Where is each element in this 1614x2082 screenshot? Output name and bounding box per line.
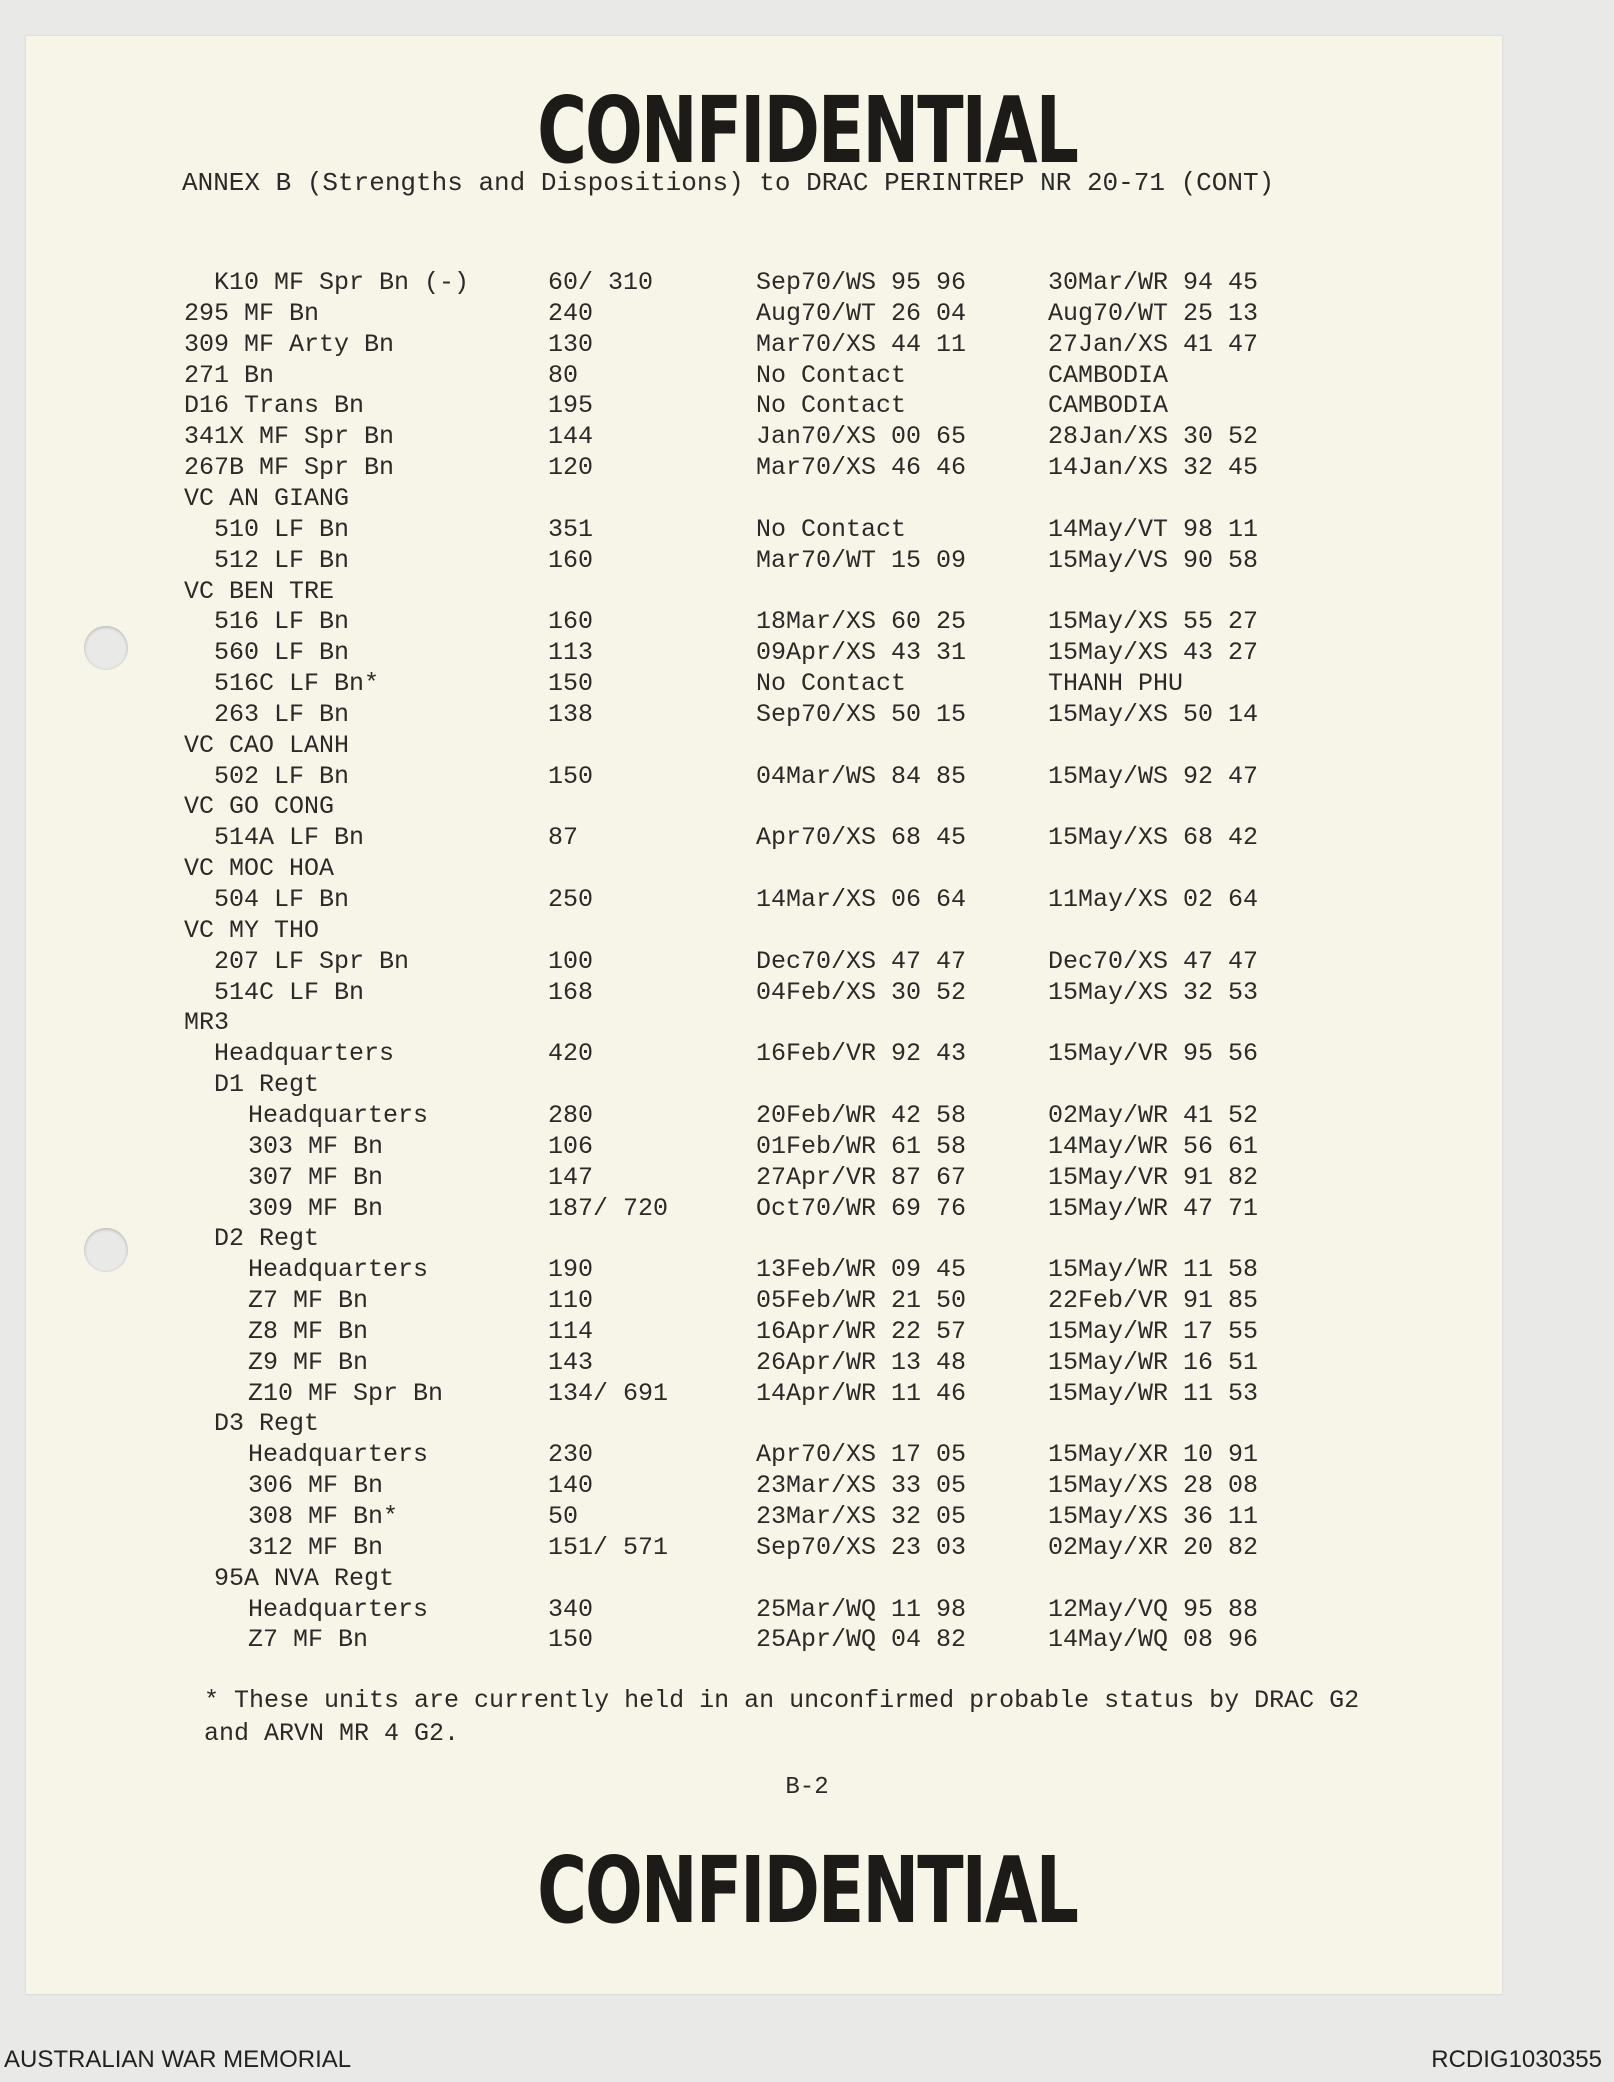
last-location: 15May/VS 90 58 <box>1048 546 1259 575</box>
unit-name: Z7 MF Bn <box>248 1625 369 1654</box>
first-contact: No Contact <box>756 515 907 544</box>
last-location: 15May/WR 47 71 <box>1048 1194 1259 1223</box>
first-contact: Sep70/XS 50 15 <box>756 700 967 729</box>
unit-strength: 130 <box>548 330 594 359</box>
unit-name: Z10 MF Spr Bn <box>248 1379 444 1408</box>
unit-strength: 134/ 691 <box>548 1379 669 1408</box>
unit-strength: 240 <box>548 299 594 328</box>
table-row <box>0 731 1614 762</box>
archive-footer <box>0 2034 1614 2082</box>
first-contact: 13Feb/WR 09 45 <box>756 1255 967 1284</box>
unit-strength: 140 <box>548 1471 594 1500</box>
table-row <box>0 916 1614 947</box>
unit-strength: 230 <box>548 1440 594 1469</box>
first-contact: 16Apr/WR 22 57 <box>756 1317 967 1346</box>
confidential-stamp-bottom: CONFIDENTIAL <box>537 1838 1077 1945</box>
first-contact: Sep70/WS 95 96 <box>756 268 967 297</box>
unit-strength: 187/ 720 <box>548 1194 669 1223</box>
unit-strength: 160 <box>548 607 594 636</box>
unit-strength: 420 <box>548 1039 594 1068</box>
unit-strength: 100 <box>548 947 594 976</box>
table-row <box>0 361 1614 392</box>
unit-name: 308 MF Bn* <box>248 1502 399 1531</box>
table-row <box>0 669 1614 700</box>
table-row <box>0 422 1614 453</box>
unit-name: VC MOC HOA <box>184 854 335 883</box>
unit-name: 207 LF Spr Bn <box>214 947 410 976</box>
last-location: 15May/XS 32 53 <box>1048 978 1259 1007</box>
unit-strength: 351 <box>548 515 594 544</box>
unit-name: 514A LF Bn <box>214 823 365 852</box>
table-row <box>0 577 1614 608</box>
unit-name: 341X MF Spr Bn <box>184 422 395 451</box>
first-contact: Mar70/XS 44 11 <box>756 330 967 359</box>
unit-name: 307 MF Bn <box>248 1163 384 1192</box>
first-contact: 14Mar/XS 06 64 <box>756 885 967 914</box>
unit-strength: 113 <box>548 638 594 667</box>
unit-strength: 114 <box>548 1317 594 1346</box>
unit-name: MR3 <box>184 1008 230 1037</box>
first-contact: 20Feb/WR 42 58 <box>756 1101 967 1130</box>
table-row <box>0 1194 1614 1225</box>
unit-strength: 147 <box>548 1163 594 1192</box>
unit-name: 510 LF Bn <box>214 515 350 544</box>
unit-strength: 106 <box>548 1132 594 1161</box>
unit-name: 271 Bn <box>184 361 275 390</box>
table-row <box>0 391 1614 422</box>
table-row <box>0 1533 1614 1564</box>
first-contact: Jan70/XS 00 65 <box>756 422 967 451</box>
unit-strength: 138 <box>548 700 594 729</box>
table-row <box>0 1625 1614 1656</box>
unit-strength: 50 <box>548 1502 579 1531</box>
first-contact: 23Mar/XS 32 05 <box>756 1502 967 1531</box>
first-contact: 25Apr/WQ 04 82 <box>756 1625 967 1654</box>
unit-name: 512 LF Bn <box>214 546 350 575</box>
last-location: 02May/XR 20 82 <box>1048 1533 1259 1562</box>
annex-heading: ANNEX B (Strengths and Dispositions) to DRAC PERINTREP NR 20-71 (CONT) <box>182 168 1275 198</box>
table-row <box>0 1255 1614 1286</box>
unit-strength: 280 <box>548 1101 594 1130</box>
unit-name: VC AN GIANG <box>184 484 350 513</box>
table-row <box>0 546 1614 577</box>
first-contact: 27Apr/VR 87 67 <box>756 1163 967 1192</box>
table-row <box>0 1440 1614 1471</box>
last-location: 15May/XS 36 11 <box>1048 1502 1259 1531</box>
last-location: Aug70/WT 25 13 <box>1048 299 1259 328</box>
unit-name: 267B MF Spr Bn <box>184 453 395 482</box>
first-contact: Apr70/XS 17 05 <box>756 1440 967 1469</box>
unit-name: 95A NVA Regt <box>214 1564 395 1593</box>
table-row <box>0 484 1614 515</box>
last-location: 14Jan/XS 32 45 <box>1048 453 1259 482</box>
unit-strength: 150 <box>548 762 594 791</box>
unit-name: Headquarters <box>248 1595 429 1624</box>
first-contact: Mar70/XS 46 46 <box>756 453 967 482</box>
unit-name: 560 LF Bn <box>214 638 350 667</box>
last-location: 28Jan/XS 30 52 <box>1048 422 1259 451</box>
table-row <box>0 1101 1614 1132</box>
unit-name: VC GO CONG <box>184 792 335 821</box>
table-row <box>0 453 1614 484</box>
table-row <box>0 1502 1614 1533</box>
unit-name: 263 LF Bn <box>214 700 350 729</box>
unit-name: 514C LF Bn <box>214 978 365 1007</box>
unit-name: 516 LF Bn <box>214 607 350 636</box>
unit-name: 309 MF Arty Bn <box>184 330 395 359</box>
table-row <box>0 268 1614 299</box>
last-location: 15May/WR 11 58 <box>1048 1255 1259 1284</box>
table-row <box>0 1286 1614 1317</box>
last-location: CAMBODIA <box>1048 391 1169 420</box>
last-location: 14May/WQ 08 96 <box>1048 1625 1259 1654</box>
table-row <box>0 885 1614 916</box>
unit-strength: 120 <box>548 453 594 482</box>
table-row <box>0 1008 1614 1039</box>
unit-strength: 87 <box>548 823 579 852</box>
last-location: 11May/XS 02 64 <box>1048 885 1259 914</box>
last-location: 14May/VT 98 11 <box>1048 515 1259 544</box>
last-location: 12May/VQ 95 88 <box>1048 1595 1259 1624</box>
table-row <box>0 762 1614 793</box>
table-row <box>0 792 1614 823</box>
table-row <box>0 638 1614 669</box>
unit-name: 303 MF Bn <box>248 1132 384 1161</box>
unit-strength: 168 <box>548 978 594 1007</box>
last-location: 15May/WS 92 47 <box>1048 762 1259 791</box>
table-row <box>0 1379 1614 1410</box>
last-location: 22Feb/VR 91 85 <box>1048 1286 1259 1315</box>
last-location: 15May/XS 55 27 <box>1048 607 1259 636</box>
page-number: B-2 <box>785 1774 829 1801</box>
unit-name: D1 Regt <box>214 1070 320 1099</box>
first-contact: 01Feb/WR 61 58 <box>756 1132 967 1161</box>
table-row <box>0 823 1614 854</box>
unit-name: Headquarters <box>214 1039 395 1068</box>
table-row <box>0 1039 1614 1070</box>
last-location: THANH PHU <box>1048 669 1184 698</box>
first-contact: 04Mar/WS 84 85 <box>756 762 967 791</box>
unit-strength: 250 <box>548 885 594 914</box>
table-row <box>0 1317 1614 1348</box>
table-row <box>0 1471 1614 1502</box>
unit-name: Headquarters <box>248 1440 429 1469</box>
unit-name: VC BEN TRE <box>184 577 335 606</box>
first-contact: Sep70/XS 23 03 <box>756 1533 967 1562</box>
unit-strength: 150 <box>548 1625 594 1654</box>
unit-name: Headquarters <box>248 1255 429 1284</box>
unit-strength: 195 <box>548 391 594 420</box>
last-location: 15May/WR 11 53 <box>1048 1379 1259 1408</box>
last-location: Dec70/XS 47 47 <box>1048 947 1259 976</box>
table-row <box>0 1409 1614 1440</box>
table-row <box>0 978 1614 1009</box>
last-location: 15May/XS 28 08 <box>1048 1471 1259 1500</box>
table-row <box>0 1163 1614 1194</box>
table-row <box>0 299 1614 330</box>
table-row <box>0 607 1614 638</box>
first-contact: 04Feb/XS 30 52 <box>756 978 967 1007</box>
first-contact: Mar70/WT 15 09 <box>756 546 967 575</box>
table-row <box>0 947 1614 978</box>
last-location: 15May/XS 50 14 <box>1048 700 1259 729</box>
unit-strength: 80 <box>548 361 579 390</box>
unit-name: Headquarters <box>248 1101 429 1130</box>
unit-strength: 160 <box>548 546 594 575</box>
last-location: 15May/VR 91 82 <box>1048 1163 1259 1192</box>
unit-name: 309 MF Bn <box>248 1194 384 1223</box>
last-location: 15May/XS 68 42 <box>1048 823 1259 852</box>
first-contact: Dec70/XS 47 47 <box>756 947 967 976</box>
unit-name: Z7 MF Bn <box>248 1286 369 1315</box>
first-contact: 18Mar/XS 60 25 <box>756 607 967 636</box>
last-location: 14May/WR 56 61 <box>1048 1132 1259 1161</box>
unit-name: Z8 MF Bn <box>248 1317 369 1346</box>
last-location: 15May/VR 95 56 <box>1048 1039 1259 1068</box>
first-contact: No Contact <box>756 669 907 698</box>
first-contact: 14Apr/WR 11 46 <box>756 1379 967 1408</box>
table-row <box>0 1348 1614 1379</box>
unit-strength: 143 <box>548 1348 594 1377</box>
unit-name: 312 MF Bn <box>248 1533 384 1562</box>
first-contact: 23Mar/XS 33 05 <box>756 1471 967 1500</box>
last-location: 02May/WR 41 52 <box>1048 1101 1259 1130</box>
table-row <box>0 700 1614 731</box>
unit-name: VC CAO LANH <box>184 731 350 760</box>
unit-name: Z9 MF Bn <box>248 1348 369 1377</box>
unit-name: 295 MF Bn <box>184 299 320 328</box>
unit-strength: 60/ 310 <box>548 268 654 297</box>
confidential-stamp-top: CONFIDENTIAL <box>537 78 1077 185</box>
table-row <box>0 1224 1614 1255</box>
table-row <box>0 1595 1614 1626</box>
table-row <box>0 515 1614 546</box>
table-row <box>0 1564 1614 1595</box>
table-row <box>0 854 1614 885</box>
archive-reference: RCDIG1030355 <box>1431 2046 1602 2073</box>
last-location: CAMBODIA <box>1048 361 1169 390</box>
first-contact: No Contact <box>756 361 907 390</box>
first-contact: No Contact <box>756 391 907 420</box>
unit-strength: 150 <box>548 669 594 698</box>
unit-name: 516C LF Bn* <box>214 669 380 698</box>
table-row <box>0 330 1614 361</box>
unit-name: 502 LF Bn <box>214 762 350 791</box>
unit-strength: 340 <box>548 1595 594 1624</box>
first-contact: 26Apr/WR 13 48 <box>756 1348 967 1377</box>
first-contact: 16Feb/VR 92 43 <box>756 1039 967 1068</box>
unit-strength: 110 <box>548 1286 594 1315</box>
unit-name: D16 Trans Bn <box>184 391 365 420</box>
last-location: 30Mar/WR 94 45 <box>1048 268 1259 297</box>
first-contact: Apr70/XS 68 45 <box>756 823 967 852</box>
first-contact: 25Mar/WQ 11 98 <box>756 1595 967 1624</box>
table-row <box>0 1070 1614 1101</box>
first-contact: Aug70/WT 26 04 <box>756 299 967 328</box>
unit-strength: 190 <box>548 1255 594 1284</box>
unit-strength: 144 <box>548 422 594 451</box>
first-contact: Oct70/WR 69 76 <box>756 1194 967 1223</box>
unit-name: 504 LF Bn <box>214 885 350 914</box>
first-contact: 09Apr/XS 43 31 <box>756 638 967 667</box>
unit-strength: 151/ 571 <box>548 1533 669 1562</box>
first-contact: 05Feb/WR 21 50 <box>756 1286 967 1315</box>
last-location: 15May/WR 17 55 <box>1048 1317 1259 1346</box>
table-row <box>0 1132 1614 1163</box>
archive-source: AUSTRALIAN WAR MEMORIAL <box>4 2046 352 2073</box>
last-location: 15May/XS 43 27 <box>1048 638 1259 667</box>
last-location: 15May/XR 10 91 <box>1048 1440 1259 1469</box>
unit-name: D2 Regt <box>214 1224 320 1253</box>
unit-name: 306 MF Bn <box>248 1471 384 1500</box>
footnote: * These units are currently held in an unconfirmed probable status by DRAC G2 and ARVN MR 4 G2. <box>204 1686 1360 1748</box>
unit-name: K10 MF Spr Bn (-) <box>214 268 470 297</box>
unit-name: VC MY THO <box>184 916 320 945</box>
last-location: 27Jan/XS 41 47 <box>1048 330 1259 359</box>
unit-name: D3 Regt <box>214 1409 320 1438</box>
last-location: 15May/WR 16 51 <box>1048 1348 1259 1377</box>
